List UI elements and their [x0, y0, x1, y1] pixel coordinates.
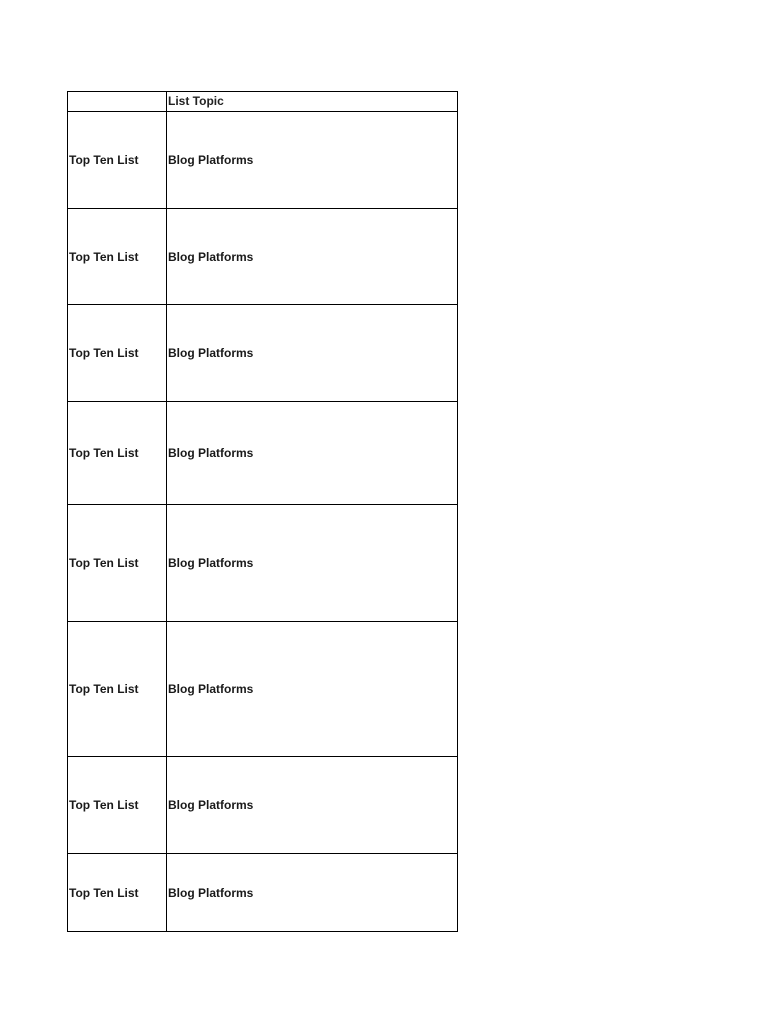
- table-row: [68, 505, 458, 622]
- table-row: [68, 305, 458, 402]
- row-topic-cell[interactable]: Blog Platforms: [167, 757, 458, 854]
- row-label-cell[interactable]: Top Ten List: [68, 505, 167, 622]
- row-topic-cell[interactable]: Blog Platforms: [167, 209, 458, 305]
- spreadsheet-table: [67, 91, 458, 932]
- row-topic-cell[interactable]: Blog Platforms: [167, 505, 458, 622]
- row-label-cell[interactable]: Top Ten List: [68, 757, 167, 854]
- row-topic-cell[interactable]: Blog Platforms: [167, 622, 458, 757]
- row-label-cell[interactable]: Top Ten List: [68, 209, 167, 305]
- row-topic-cell[interactable]: Blog Platforms: [167, 854, 458, 932]
- row-topic-cell[interactable]: Blog Platforms: [167, 112, 458, 209]
- row-label-cell[interactable]: Top Ten List: [68, 112, 167, 209]
- table-header-row: [68, 92, 458, 112]
- row-label-cell[interactable]: Top Ten List: [68, 305, 167, 402]
- header-cell-empty[interactable]: [68, 92, 167, 112]
- table-row: [68, 854, 458, 932]
- table-row: [68, 209, 458, 305]
- table-row: [68, 112, 458, 209]
- row-label-cell[interactable]: Top Ten List: [68, 622, 167, 757]
- header-cell-list-topic[interactable]: List Topic: [167, 92, 458, 112]
- table-row: [68, 757, 458, 854]
- row-label-cell[interactable]: Top Ten List: [68, 854, 167, 932]
- row-topic-cell[interactable]: Blog Platforms: [167, 402, 458, 505]
- table-row: [68, 402, 458, 505]
- row-topic-cell[interactable]: Blog Platforms: [167, 305, 458, 402]
- row-label-cell[interactable]: Top Ten List: [68, 402, 167, 505]
- table-row: [68, 622, 458, 757]
